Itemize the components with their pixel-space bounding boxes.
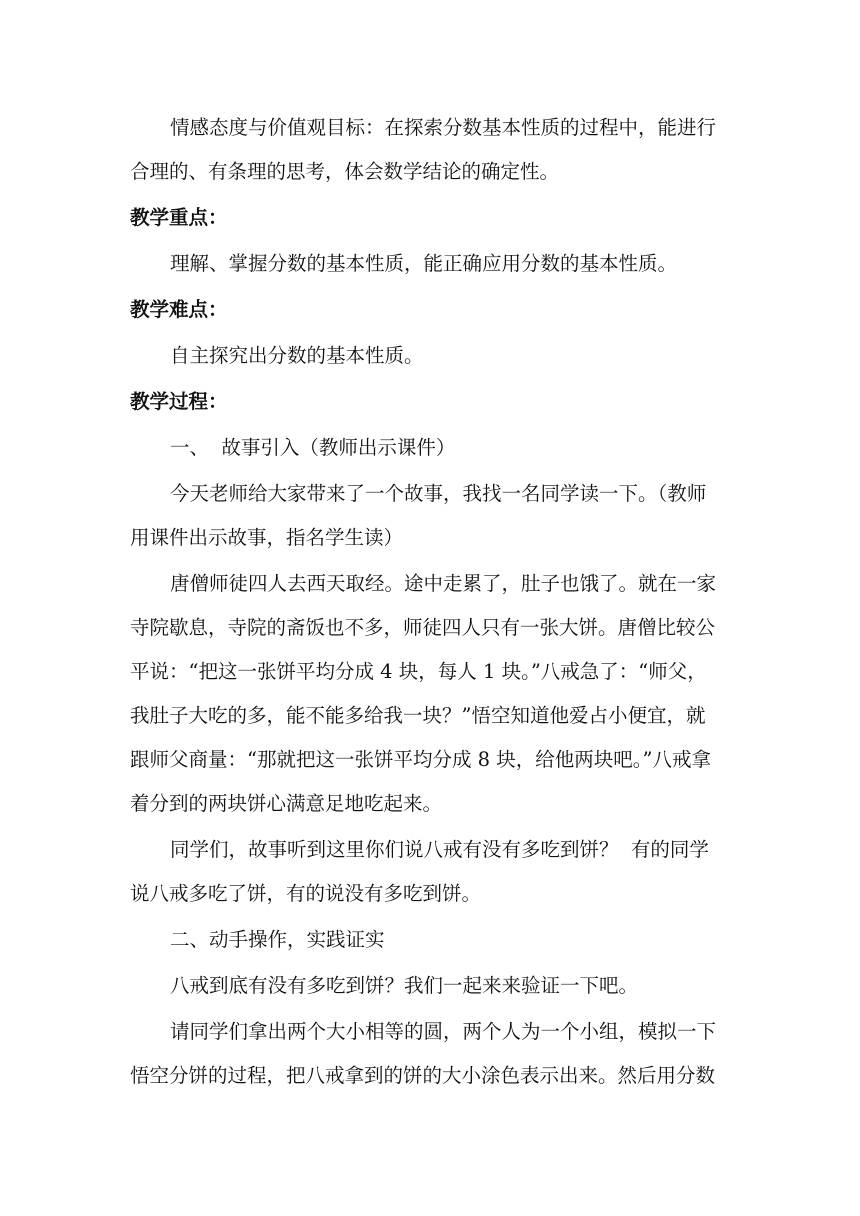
text-line: 唐僧师徒四人去西天取经。途中走累了，肚子也饿了。就在一家 [170, 572, 717, 595]
paragraph-emotion-goal [130, 106, 730, 194]
text-line: 一、 故事引入（教师出示课件） [170, 436, 456, 459]
paragraph-story [130, 562, 730, 826]
text-line: 平说：“把这一张饼平均分成 4 块，每人 1 块。”八戒急了：“师父， [130, 660, 707, 683]
text-line: 今天老师给大家带来了一个故事，我找一名同学读一下。（教师 [170, 482, 707, 505]
heading-difficulty: 教学难点： [130, 298, 228, 321]
text-line: 自主探究出分数的基本性质。 [170, 344, 424, 367]
text-line: 理解、掌握分数的基本性质，能正确应用分数的基本性质。 [170, 252, 678, 275]
text-line: 我肚子大吃的多，能不能多给我一块？”悟空知道他爱占小便宜，就 [130, 704, 706, 727]
paragraph-question [130, 828, 730, 916]
text-line: 说八戒多吃了饼，有的说没有多吃到饼。 [130, 882, 482, 905]
text-line: 悟空分饼的过程，把八戒拿到的饼的大小涂色表示出来。然后用分数 [130, 1064, 716, 1087]
section-title-1 [130, 426, 730, 470]
paragraph-key-point [130, 242, 730, 286]
paragraph-activity [130, 1010, 730, 1098]
text-line: 寺院歇息，寺院的斋饭也不多，师徒四人只有一张大饼。唐僧比较公 [130, 616, 716, 639]
text-line: 着分到的两块饼心满意足地吃起来。 [130, 792, 443, 815]
text-line: 八戒到底有没有多吃到饼？我们一起来来验证一下吧。 [170, 974, 639, 997]
text-line: 请同学们拿出两个大小相等的圆，两个人为一个小组，模拟一下 [170, 1020, 717, 1043]
section-title-2 [130, 918, 730, 962]
document-page [130, 106, 730, 1098]
paragraph-verify [130, 964, 730, 1008]
paragraph-difficulty [130, 334, 730, 378]
text-line: 二、动手操作，实践证实 [170, 928, 385, 951]
text-line: 情感态度与价值观目标：在探索分数基本性质的过程中，能进行 [170, 116, 717, 139]
text-line: 跟师父商量：“那就把这一张饼平均分成 8 块，给他两块吧。”八戒拿 [130, 748, 711, 771]
text-line: 合理的、有条理的思考，体会数学结论的确定性。 [130, 160, 560, 183]
text-line: 用课件出示故事，指名学生读） [130, 526, 404, 549]
text-line: 同学们，故事听到这里你们说八戒有没有多吃到饼？ 有的同学 [170, 838, 709, 861]
paragraph-intro [130, 472, 730, 560]
heading-process: 教学过程： [130, 390, 228, 413]
heading-key-point: 教学重点： [130, 206, 228, 229]
